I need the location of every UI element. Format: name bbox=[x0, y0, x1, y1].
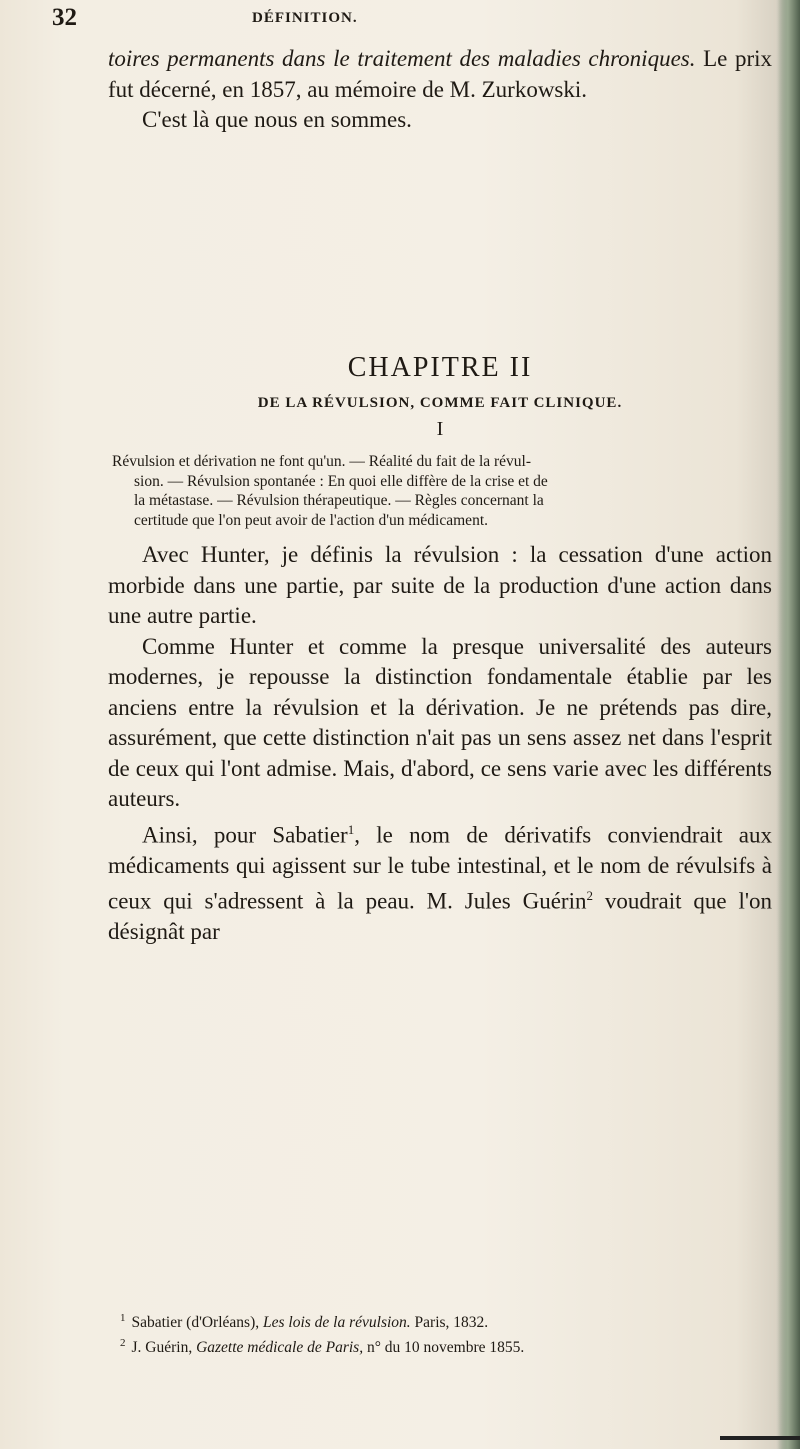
top-text-block bbox=[108, 44, 772, 136]
running-title: DÉFINITION. bbox=[252, 10, 358, 26]
page-number: 32 bbox=[52, 4, 77, 31]
cited-title: Gazette médicale de Paris, bbox=[196, 1339, 364, 1357]
chapter-summary bbox=[112, 452, 762, 530]
running-header bbox=[52, 4, 772, 34]
footnote-mark: 2 bbox=[120, 1337, 126, 1350]
main-text bbox=[108, 540, 772, 948]
italic-text: toires permanents dans le traitement des maladies bbox=[108, 46, 581, 71]
italic-text: chroniques. bbox=[588, 46, 696, 71]
paragraph-distinction: Comme Hunter et comme la presque universalité des auteurs modernes, je repousse la distinction fondamentale établie par les anciens entre la révulsion et la dérivation. Je ne prétends pas dire, assurément, que cette distinction n'ait pas un sens assez net dans l'esprit de ceux qui l'ont admise. Mais, d'abord, ce sens varie avec les différents auteurs. bbox=[108, 633, 772, 811]
chapter-subtitle: DE LA RÉVULSION, COMME FAIT CLINIQUE. bbox=[257, 395, 623, 411]
page-edge-rule bbox=[720, 1436, 800, 1440]
footnote-1: $^1$ Sabatier (d'Orléans), Les lois de la révulsion. Paris, 1832. bbox=[120, 1312, 489, 1332]
cited-title: Les lois de la révulsion. bbox=[262, 1314, 411, 1332]
footnote-ref[interactable]: 1 bbox=[347, 821, 355, 837]
summary-line: la métastase. — Révulsion thérapeutique. — Règles concernant la bbox=[134, 492, 544, 509]
paragraph-status: C'est là que nous en sommes. bbox=[142, 107, 412, 132]
paragraph-definition: Avec Hunter, je définis la révulsion : la cessation d'une action morbide dans une partie, par suite de la production d'une action dans une autre partie. bbox=[108, 542, 772, 628]
footnotes bbox=[120, 1308, 780, 1358]
summary-line: sion. — Révulsion spontanée : En quoi elle diffère de la crise et de bbox=[134, 472, 548, 490]
chapter-title: CHAPITRE II bbox=[347, 352, 533, 383]
summary-line: certitude que l'on peut avoir de l'action d'un médicament. bbox=[134, 511, 488, 529]
footnote-2: $^2$ J. Guérin, Gazette médicale de Paris, n° du 10 novembre 1855. bbox=[120, 1337, 525, 1357]
summary-line: Révulsion et dérivation ne font qu'un. — Réalité du fait de la révul- bbox=[112, 453, 532, 470]
page-edge-shadow bbox=[778, 0, 800, 1449]
paragraph-text: Le prix fut décerné, en 1857, au mémoire de M. Zurkowski. bbox=[108, 46, 772, 102]
section-number: I bbox=[436, 418, 444, 440]
footnote-mark: 1 bbox=[120, 1312, 126, 1324]
footnote-ref[interactable]: 2 bbox=[586, 888, 593, 904]
paragraph-prize bbox=[108, 44, 772, 105]
paragraph-sabatier: Ainsi, pour Sabatier$^1$, le nom de dérivatifs conviendrait aux médicaments qui agissent sur le tube intestinal, et le nom de révulsifs à ceux qui s'adressent à la peau. M. Jules Guérin$^2$ voudrait que l'on désignât par bbox=[108, 821, 773, 945]
